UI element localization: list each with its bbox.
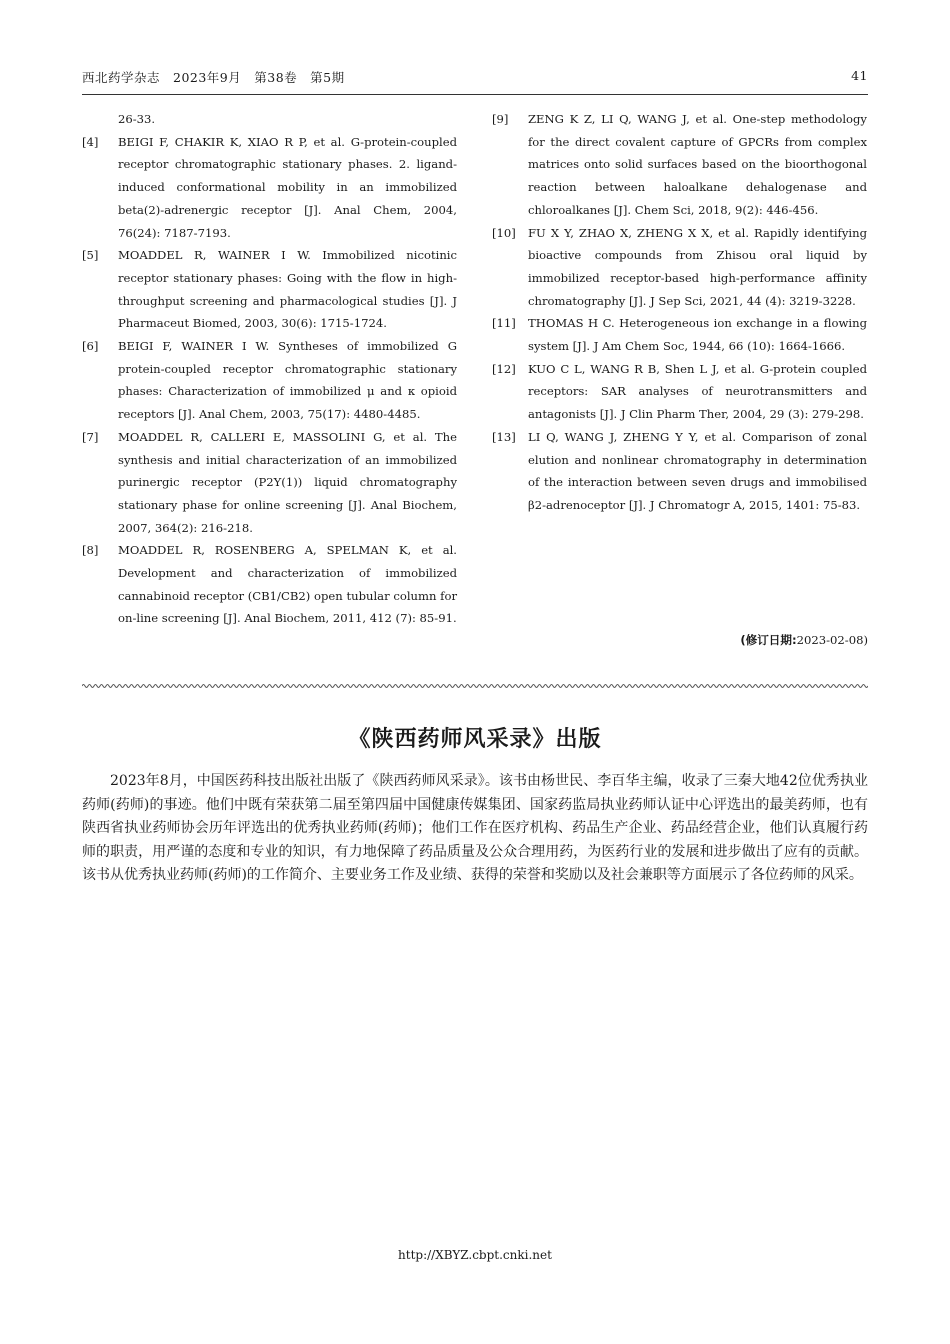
reference-item: [82, 131, 457, 245]
reference-number: [8]: [82, 543, 99, 558]
reference-number: [11]: [492, 316, 516, 331]
reference-number: [10]: [492, 225, 516, 240]
reference-list-left: [82, 108, 457, 630]
reference-text: MOADDEL R, ROSENBERG A, SPELMAN K, et al. Development and characterization of immobilized cannabinoid receptor (CB1/CB2) open tubular column for on-line screening [J]. Anal Biochem, 2011, 412 (7): 85-91.: [118, 543, 457, 626]
reference-item: [492, 108, 867, 222]
reference-text: LI Q, WANG J, ZHENG Y Y, et al. Comparison of zonal elution and nonlinear chromatography in determination of the interaction between seven drugs and immobilised β2-adrenoceptor [J]. J Chromatogr A, 2015, 1401: 75-83.: [528, 429, 867, 512]
reference-item: [82, 108, 457, 131]
reference-item: [82, 426, 457, 540]
reference-item: [82, 335, 457, 426]
reference-number: [9]: [492, 112, 509, 126]
running-header: [82, 68, 868, 90]
reference-number: [7]: [82, 429, 99, 444]
notice-title: 《陕西药师风采录》出版: [348, 727, 602, 752]
reference-number: [5]: [82, 248, 99, 263]
notice-body: 2023年8月，中国医药科技出版社出版了《陕西药师风采录》。该书由杨世民、李百华主编，收录了三秦大地42位优秀执业药师(药师)的事迹。他们中既有荣获第二届至第四届中国健康传媒集团、国家药监局执业药师认证中心评选出的最美药师，也有陕西省执业药师协会历年评选出的优秀执业药师(药师)；他们工作在医疗机构、药品生产企业、药品经营企业，他们认真履行药师的职责，用严谨的态度和专业的知识，有力地保障了药品质量及公众合理用药，为医药行业的发展和进步做出了应有的贡献。该书从优秀执业药师(药师)的工作简介、主要业务工作及业绩、获得的荣誉和奖励以及社会兼职等方面展示了各位药师的风采。: [82, 773, 868, 884]
revision-date-value: 2023-02-08): [796, 633, 868, 647]
reference-item: [492, 222, 867, 313]
reference-number: [6]: [82, 339, 99, 354]
reference-item: [492, 312, 867, 357]
reference-number: [12]: [492, 361, 516, 376]
reference-item: [492, 426, 867, 517]
revision-label: (修订日期:: [740, 633, 797, 647]
reference-text: THOMAS H C. Heterogeneous ion exchange in a flowing system [J]. J Am Chem Soc, 1944, 66 (10): 1664-1666.: [528, 316, 867, 354]
reference-number: [13]: [492, 429, 516, 444]
reference-item: [82, 244, 457, 335]
reference-text: BEIGI F, CHAKIR K, XIAO R P, et al. G-protein-coupled receptor chromatographic stationary phases. 2. ligand-induced conformational mobility in an immobilized beta(2)-adrenergic receptor [J]. Anal Chem, 2004, 76(24): 7187-7193.: [118, 134, 457, 240]
reference-text: ZENG K Z, LI Q, WANG J, et al. One-step methodology for the direct covalent capture of GPCRs from complex matrices onto solid surfaces based on the bioorthogonal reaction between haloalkane dehalogenase and chloroalkanes [J]. Chem Sci, 2018, 9(2): 446-456.: [528, 112, 867, 217]
page-number: 41: [851, 68, 868, 83]
reference-text: 26-33.: [118, 112, 156, 126]
header-rule: [82, 94, 868, 95]
reference-text: MOADDEL R, CALLERI E, MASSOLINI G, et al. The synthesis and initial characterization of an immobilized purinergic receptor (P2Y(1)) liquid chromatography stationary phase for online screening [J]. Anal Biochem, 2007, 364(2): 216-218.: [118, 429, 457, 535]
reference-text: KUO C L, WANG R B, Shen L J, et al. G-protein coupled receptors: SAR analyses of neurotransmitters and antagonists [J]. J Clin Pharm Ther, 2004, 29 (3): 279-298.: [528, 361, 867, 422]
journal-info: 西北药学杂志 2023年9月 第38卷 第5期: [82, 70, 345, 85]
reference-number: [4]: [82, 134, 99, 149]
footer-url: http://XBYZ.cbpt.cnki.net: [398, 1248, 552, 1262]
reference-text: MOADDEL R, WAINER I W. Immobilized nicotinic receptor stationary phases: Going with the flow in high-throughput screening and pharmacological studies [J]. J Pharmaceut Biomed, 2003, 30(6): 1715-1724.: [118, 248, 457, 331]
wavy-divider: [82, 682, 868, 690]
reference-item: [492, 358, 867, 426]
revision-date: [740, 632, 868, 648]
reference-text: BEIGI F, WAINER I W. Syntheses of immobilized G protein-coupled receptor chromatographic stationary phases: Characterization of immobilized μ and κ opioid receptors [J]. Anal Chem, 2003, 75(17): 4480-4485.: [118, 339, 457, 422]
reference-text: FU X Y, ZHAO X, ZHENG X X, et al. Rapidly identifying bioactive compounds from Zhisou oral liquid by immobilized receptor-based high-performance affinity chromatography [J]. J Sep Sci, 2021, 44 (4): 3219-3228.: [528, 225, 867, 308]
reference-list-right: [492, 108, 867, 517]
reference-item: [82, 539, 457, 630]
